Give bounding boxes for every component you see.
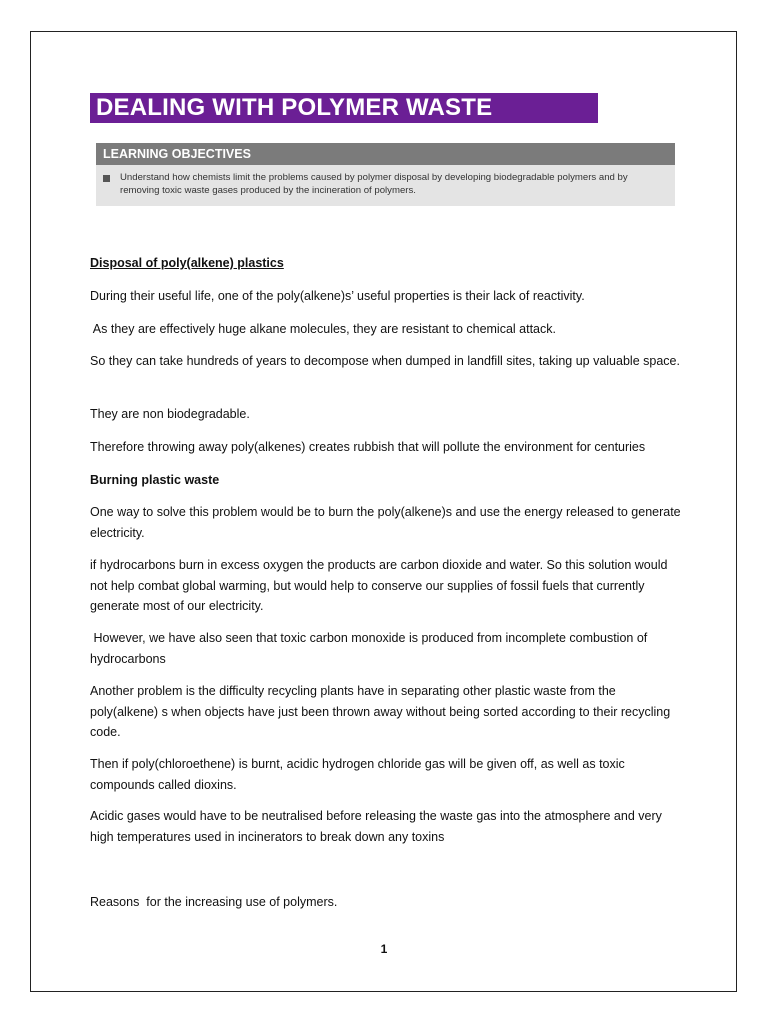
paragraph: However, we have also seen that toxic carbon monoxide is produced from incomplete combustion of hydrocarbons [90, 631, 651, 666]
page-number: 1 [380, 942, 388, 956]
square-bullet-icon [103, 175, 110, 182]
paragraph: They are non biodegradable. [90, 407, 250, 421]
paragraph: Therefore throwing away poly(alkenes) creates rubbish that will pollute the environment for centuries [90, 440, 646, 454]
learning-objectives-header: LEARNING OBJECTIVES [96, 143, 675, 165]
paragraph: if hydrocarbons burn in excess oxygen the products are carbon dioxide and water. So this solution would not help combat global warming, but would help to conserve our supplies of fossil fuels that currently generate most of our electricity. [90, 558, 668, 613]
paragraph: As they are effectively huge alkane molecules, they are resistant to chemical attack. [90, 322, 556, 336]
paragraph: Reasons for the increasing use of polymers. [90, 895, 338, 909]
paragraph: So they can take hundreds of years to decompose when dumped in landfill sites, taking up valuable space. [90, 354, 680, 368]
paragraph: During their useful life, one of the poly(alkene)s’ useful properties is their lack of reactivity. [90, 289, 585, 303]
paragraph: Then if poly(chloroethene) is burnt, acidic hydrogen chloride gas will be given off, as well as toxic compounds called dioxins. [90, 757, 625, 792]
page-title: DEALING WITH POLYMER WASTE [90, 93, 598, 123]
learning-objectives-body [96, 165, 675, 206]
paragraph: Another problem is the difficulty recycling plants have in separating other plastic waste from the poly(alkene) s when objects have just been thrown away without being sorted according to their recycling code. [90, 684, 671, 739]
paragraph: One way to solve this problem would be to burn the poly(alkene)s and use the energy released to generate electricity. [90, 505, 681, 540]
learning-objectives-box [96, 143, 675, 206]
paragraph: Acidic gases would have to be neutralised before releasing the waste gas into the atmosphere and very high temperatures used in incinerators to break down any toxins [90, 809, 662, 844]
learning-objective-item: Understand how chemists limit the problems caused by polymer disposal by developing biodegradable polymers and by removing toxic waste gases produced by the incineration of polymers. [120, 172, 628, 196]
burning-heading: Burning plastic waste [90, 473, 220, 487]
disposal-heading: Disposal of poly(alkene) plastics [90, 256, 284, 270]
